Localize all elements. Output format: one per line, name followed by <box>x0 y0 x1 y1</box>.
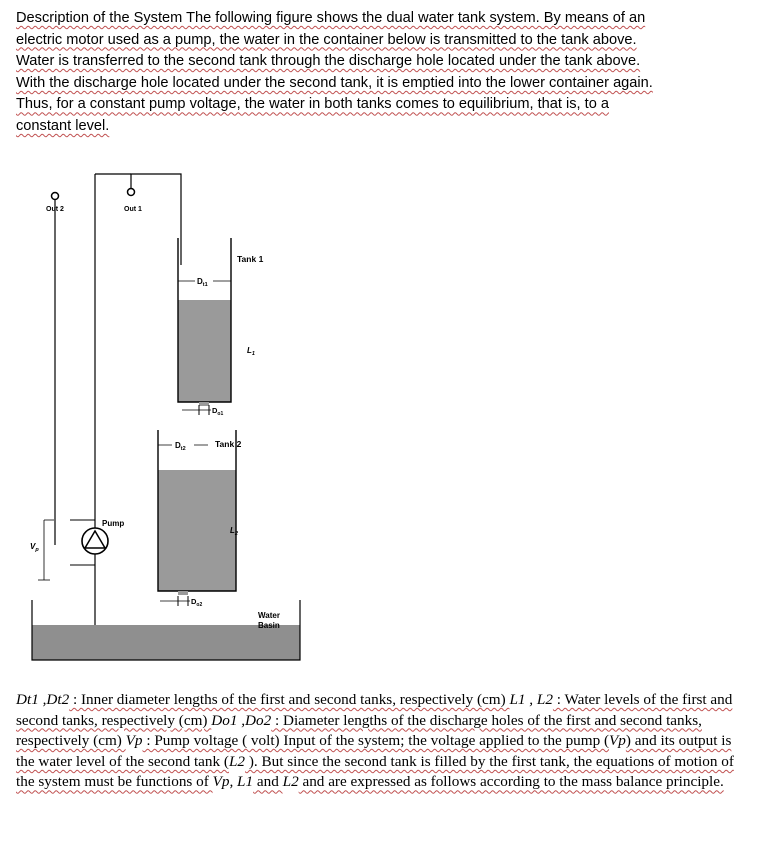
pump-label: Pump <box>102 519 125 528</box>
do1-label: $D_{o1}$ <box>212 406 224 417</box>
basin-water <box>32 625 300 660</box>
intro-paragraph <box>16 8 751 138</box>
tank-2-water <box>158 470 236 591</box>
l-symbols: L1 , L2 <box>509 691 553 708</box>
water-basin-label: Water Basin <box>258 611 280 630</box>
out1-wire <box>131 174 181 265</box>
water-basin <box>32 600 300 660</box>
vp-symbol: Vp <box>125 732 143 750</box>
l-definition: : Water levels of the first and second tanks, respectively (cm) <box>16 691 733 729</box>
out1-terminal <box>128 189 135 196</box>
tank-1-outlet <box>199 402 209 406</box>
out2-label: Out 2 <box>46 206 64 213</box>
out2-terminal <box>52 193 59 200</box>
closing-text: and are expressed as follows according to the mass balance principle. <box>298 773 724 791</box>
vp-l1-symbols: Vp, L1 <box>212 773 254 791</box>
intro-line: With the discharge hole located under the second tank, it is emptied into the lower container again. <box>16 74 653 91</box>
dt2-label: $D_{t2}$ <box>175 441 186 452</box>
tank-2-outlet <box>178 591 188 595</box>
vp-label: $V_p$ <box>30 542 39 553</box>
dt-symbols: Dt1 ,Dt2 <box>16 691 70 708</box>
vp-definition: : Pump voltage ( volt) Input of the system; the voltage applied to the pump ( <box>142 732 610 750</box>
l2-symbol: L2 <box>228 752 246 770</box>
intro-line: electric motor used as a pump, the water in the container below is transmitted to the tank above. <box>16 31 637 48</box>
dt1-label: $D_{t1}$ <box>197 277 208 288</box>
tank-2 <box>158 430 236 595</box>
motion-text: ). But since the second tank is filled by the first tank, the equations of motion of the system must be functions of <box>16 752 734 791</box>
tank-1-label: Tank 1 <box>237 254 264 264</box>
do2-label: $D_{o2}$ <box>191 597 203 608</box>
intro-line: Description of the System The following figure shows the dual water tank system. By means of an <box>16 10 646 26</box>
tank-1 <box>178 238 231 406</box>
and-text: and <box>253 773 283 791</box>
intro-line: Water is transferred to the second tank through the discharge hole located under the tank above. <box>16 53 641 70</box>
l2-symbol-2: L2 <box>282 773 299 791</box>
vp-symbol-2: Vp <box>609 732 626 750</box>
tank-2-label: Tank 2 <box>215 439 242 449</box>
tank-system-diagram <box>0 160 765 665</box>
l1-label: $L_1$ <box>247 346 255 357</box>
output-text: ) and its output is the water level of the second tank ( <box>16 732 732 770</box>
intro-line: constant level. <box>16 117 110 134</box>
variable-description <box>16 690 751 793</box>
tank-1-water <box>178 300 231 402</box>
do-definition: : Diameter lengths of the discharge holes of the first and second tanks, respectively (cm) <box>16 711 702 750</box>
pump <box>38 520 108 580</box>
l2-label: $L_2$ <box>230 526 238 537</box>
intro-line: Thus, for a constant pump voltage, the water in both tanks comes to equilibrium, that is, to a <box>16 96 609 113</box>
do-symbols: Do1 ,Do2 <box>211 711 272 729</box>
out1-label: Out 1 <box>124 206 142 213</box>
dt-definition: : Inner diameter lengths of the first and second tanks, respectively (cm) <box>69 691 510 708</box>
